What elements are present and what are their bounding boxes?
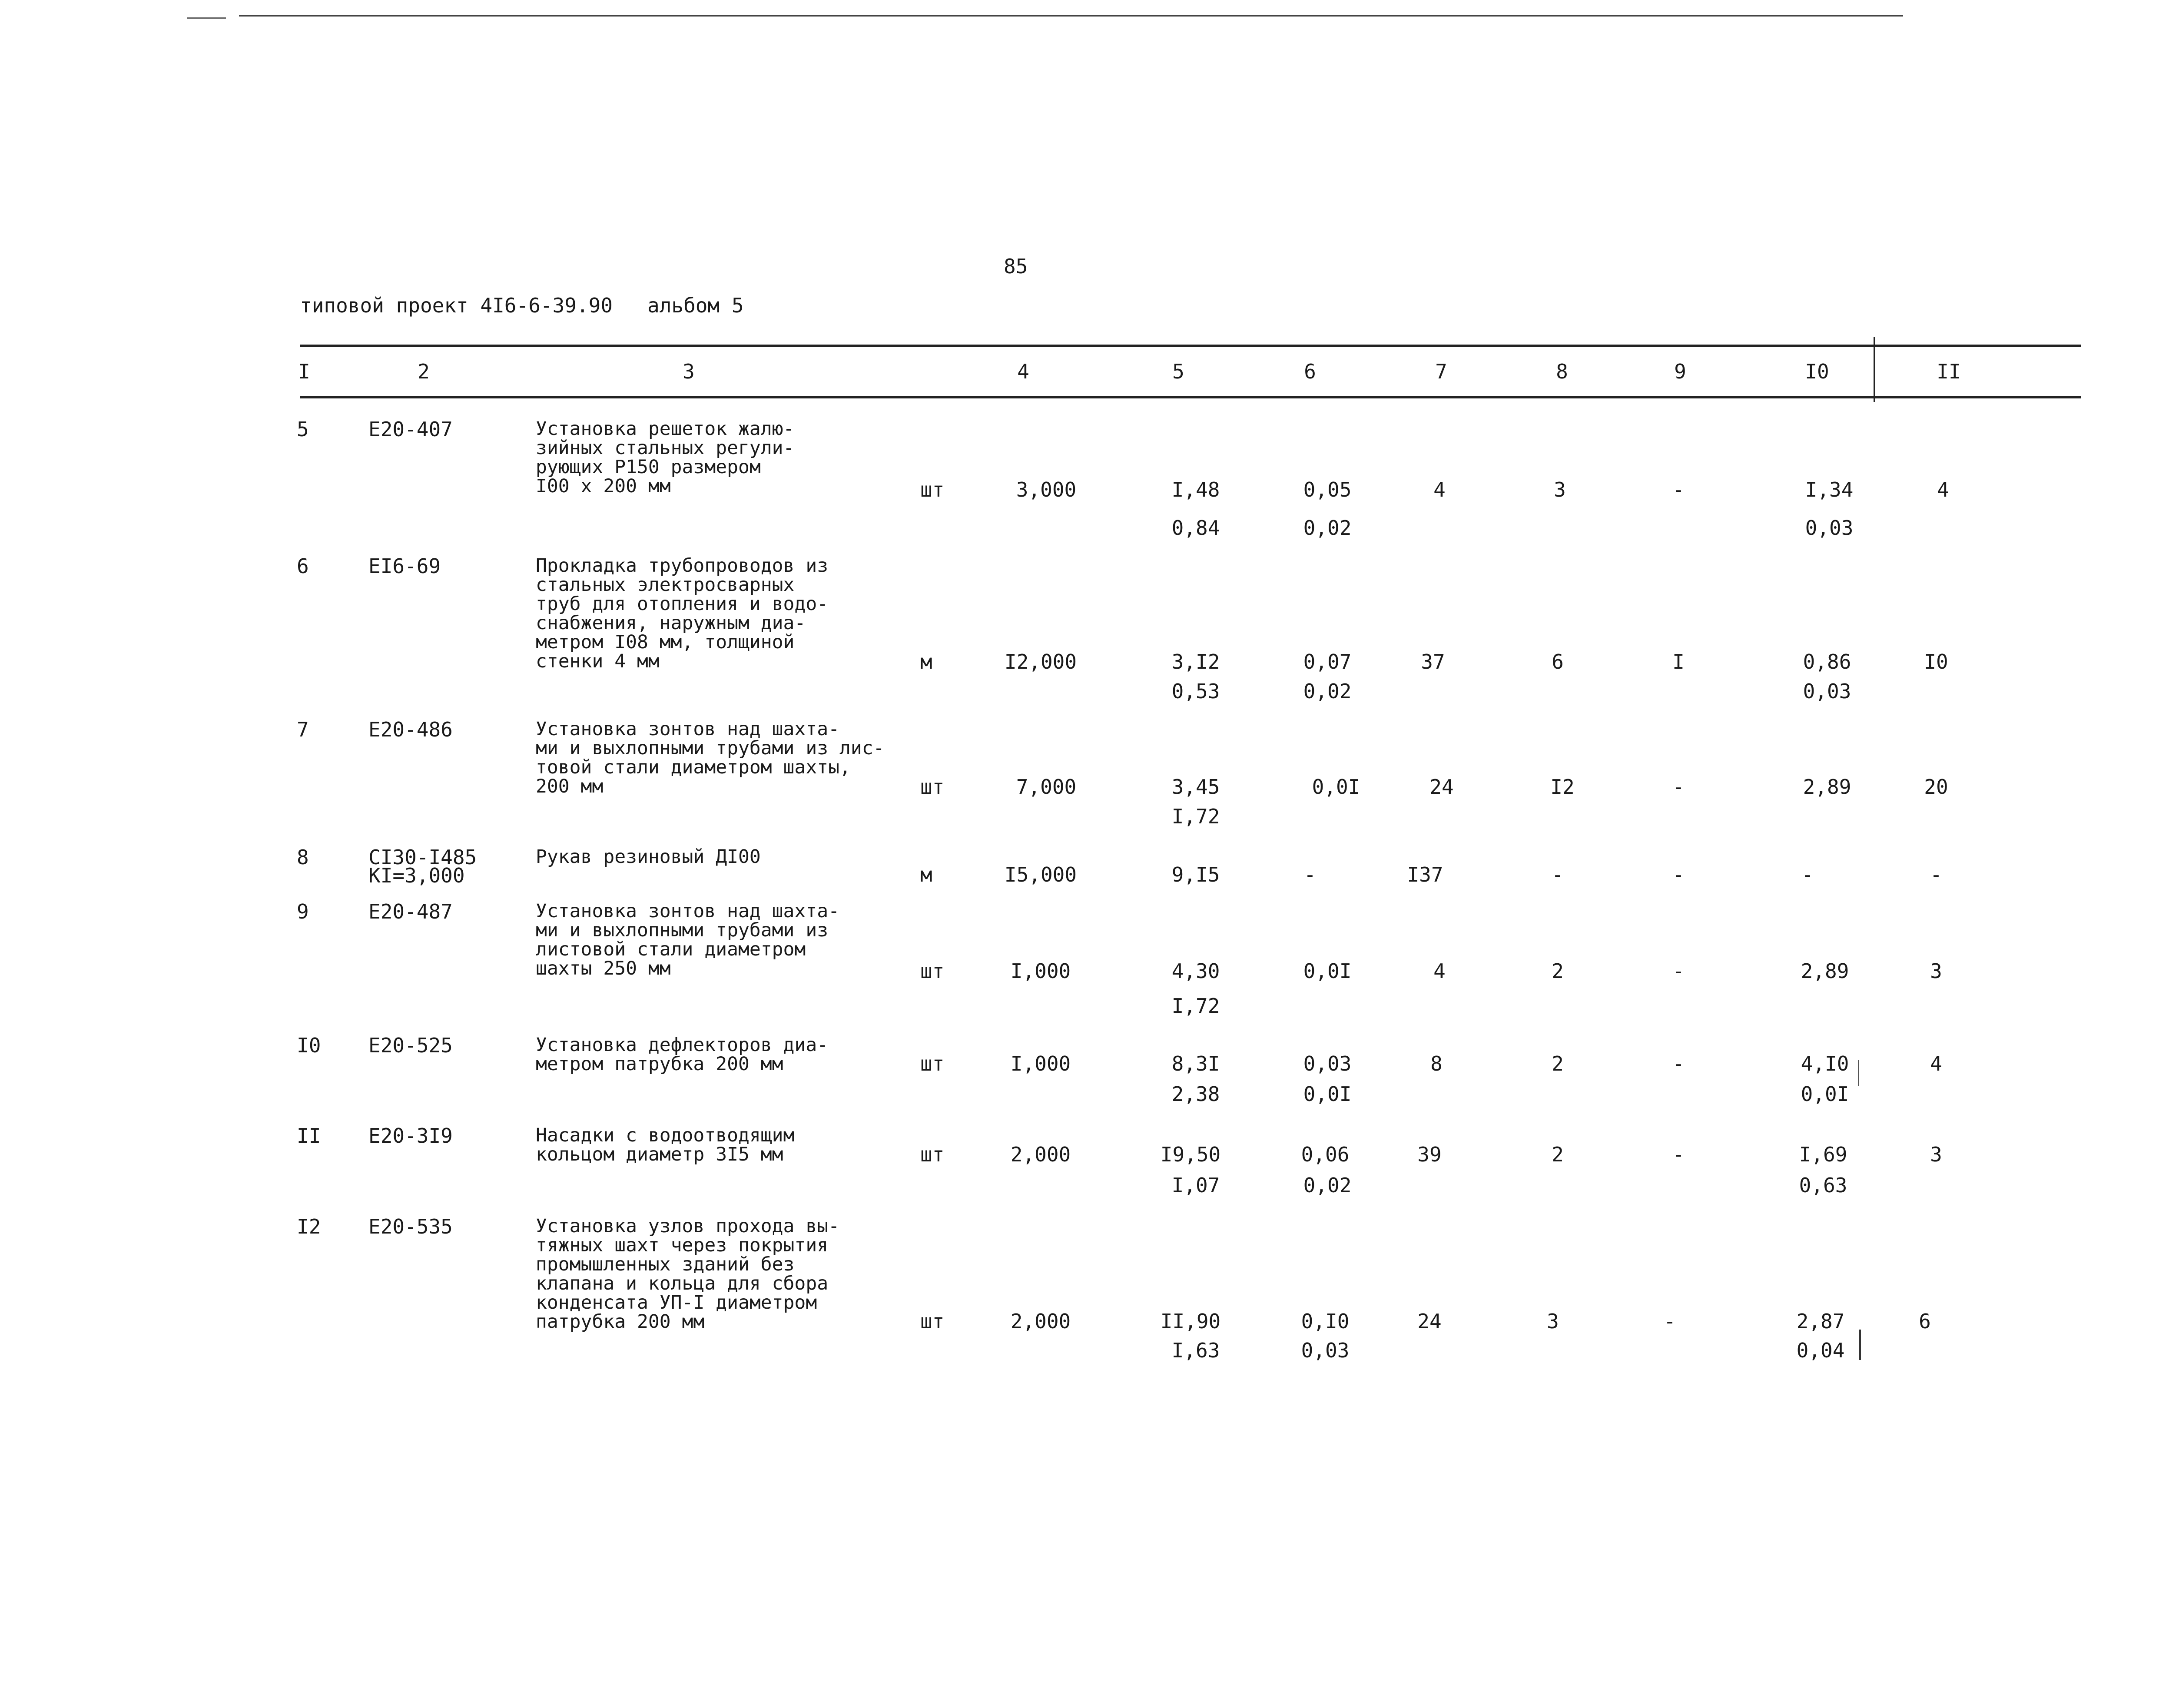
row-number: II — [297, 1124, 321, 1148]
row-description: Прокладка трубопроводов из стальных электросварных труб для отопления и водо- снабжения, наружным диа- метром I08 мм, толщиной стенки 4 мм — [536, 555, 829, 672]
row-col9: - — [1664, 1310, 1676, 1333]
column-header-11: II — [1937, 360, 1961, 383]
row-col7: 4 — [1433, 478, 1446, 501]
row-col10: 4,I0 — [1801, 1052, 1849, 1075]
row-col6: 0,05 — [1303, 478, 1352, 501]
row-description: Установка узлов прохода вы- тяжных шахт через покрытия промышленных зданий без клапана и кольца для сбора конденсата УП-I диаметром патрубка 200 мм — [536, 1215, 839, 1333]
row-col6: 0,0I — [1312, 775, 1360, 799]
row-unit: шт — [920, 959, 945, 983]
row-col9: - — [1672, 478, 1685, 501]
row-col11: 4 — [1937, 478, 1949, 501]
row-quantity: 7,000 — [1016, 775, 1077, 799]
row-col11: I0 — [1924, 650, 1948, 673]
row-col7: 39 — [1417, 1143, 1442, 1166]
row-number: 6 — [297, 554, 309, 578]
row-col5: 9,I5 — [1171, 863, 1220, 886]
row-col11: 6 — [1919, 1310, 1931, 1333]
row-unit: шт — [920, 478, 945, 501]
row-col9: - — [1672, 1052, 1685, 1075]
column-header-9: 9 — [1674, 360, 1686, 383]
row-col7: 4 — [1433, 959, 1446, 983]
row-col7: 24 — [1417, 1310, 1442, 1333]
row-col6: 0,06 — [1301, 1143, 1350, 1166]
scan-mark — [1858, 1060, 1859, 1086]
row-unit: шт — [920, 1052, 945, 1075]
row-code: Е20-535 — [368, 1215, 453, 1238]
row-col5: 3,I2 — [1171, 650, 1220, 673]
column-header-1: I — [298, 360, 310, 383]
row-col6-sub: 0,02 — [1303, 680, 1352, 703]
row-code: Е20-486 — [368, 718, 453, 741]
row-quantity: I,000 — [1010, 1052, 1071, 1075]
row-col9: I — [1672, 650, 1685, 673]
row-col5: 3,45 — [1171, 775, 1220, 799]
row-col7: I37 — [1407, 863, 1443, 886]
row-col7: 8 — [1430, 1052, 1443, 1075]
row-quantity: I,000 — [1010, 959, 1071, 983]
row-col5-sub: I,63 — [1171, 1339, 1220, 1362]
row-unit: шт — [920, 1143, 945, 1166]
row-col11: 4 — [1930, 1052, 1942, 1075]
row-col8: 6 — [1552, 650, 1564, 673]
row-col5: 8,3I — [1171, 1052, 1220, 1075]
row-col5-sub: 2,38 — [1171, 1082, 1220, 1106]
row-code: ЕI6-69 — [368, 554, 441, 578]
row-description: Установка зонтов над шахта- ми и выхлопными трубами из лис- товой стали диаметром шахты, 200 мм — [536, 718, 885, 797]
row-number: 5 — [297, 418, 309, 441]
row-col9: - — [1672, 775, 1685, 799]
row-code: Е20-407 — [368, 418, 453, 441]
row-col10-sub: 0,03 — [1805, 516, 1854, 540]
row-col6-sub: 0,0I — [1303, 1082, 1352, 1106]
row-quantity: 3,000 — [1016, 478, 1077, 501]
row-col11: 20 — [1924, 775, 1948, 799]
row-col6: - — [1304, 863, 1316, 886]
row-col6-sub: 0,02 — [1303, 516, 1352, 540]
table-header-bottom-rule — [300, 396, 2081, 398]
scan-mark — [1859, 1330, 1861, 1360]
row-col8: 2 — [1552, 959, 1564, 983]
row-col10: 0,86 — [1803, 650, 1851, 673]
row-col8: - — [1552, 863, 1564, 886]
row-col6: 0,I0 — [1301, 1310, 1350, 1333]
column-header-2: 2 — [418, 360, 430, 383]
row-col5-sub: I,72 — [1171, 805, 1220, 828]
row-number: 7 — [297, 718, 309, 741]
row-col8: 2 — [1552, 1143, 1564, 1166]
row-col10: 2,87 — [1796, 1310, 1845, 1333]
row-col6: 0,0I — [1303, 959, 1352, 983]
row-unit: шт — [920, 775, 945, 799]
row-col10: 2,89 — [1803, 775, 1851, 799]
row-col8: 3 — [1547, 1310, 1559, 1333]
row-number: 8 — [297, 846, 309, 869]
row-description: Насадки с водоотводящим кольцом диаметр 3I5 мм — [536, 1124, 795, 1165]
row-quantity: I5,000 — [1004, 863, 1077, 886]
row-description: Установка зонтов над шахта- ми и выхлопными трубами из листовой стали диаметром шахты 250 мм — [536, 900, 839, 979]
row-col5: II,90 — [1160, 1310, 1221, 1333]
row-col10-sub: 0,63 — [1799, 1174, 1847, 1197]
row-col9: - — [1672, 863, 1685, 886]
top-edge-line — [239, 15, 1903, 17]
album-label: альбом 5 — [647, 294, 744, 317]
row-number: I2 — [297, 1215, 321, 1238]
project-label: типовой проект 4I6-6-39.90 — [300, 294, 613, 317]
row-code: СI30-I485 — [368, 846, 477, 869]
column-header-3: 3 — [683, 360, 695, 383]
row-unit: шт — [920, 1310, 945, 1333]
row-col11: - — [1930, 863, 1942, 886]
row-code: Е20-487 — [368, 900, 453, 923]
column-header-4: 4 — [1017, 360, 1029, 383]
row-col7: 24 — [1429, 775, 1454, 799]
page-number: 85 — [1004, 255, 1028, 278]
row-col10: - — [1801, 863, 1814, 886]
column-header-10: I0 — [1805, 360, 1829, 383]
row-col6-sub: 0,03 — [1301, 1339, 1350, 1362]
row-col9: - — [1672, 1143, 1685, 1166]
column-header-5: 5 — [1172, 360, 1184, 383]
row-col10: I,34 — [1805, 478, 1854, 501]
row-col6: 0,03 — [1303, 1052, 1352, 1075]
row-number: I0 — [297, 1034, 321, 1057]
row-col10-sub: 0,04 — [1796, 1339, 1845, 1362]
table-header-top-rule — [300, 345, 2081, 347]
row-col5-sub: 0,84 — [1171, 516, 1220, 540]
row-col5: I,48 — [1171, 478, 1220, 501]
row-code: Е20-525 — [368, 1034, 453, 1057]
row-col7: 37 — [1421, 650, 1445, 673]
row-col10: 2,89 — [1801, 959, 1849, 983]
row-quantity: I2,000 — [1004, 650, 1077, 673]
row-col10: I,69 — [1799, 1143, 1847, 1166]
row-col5: 4,30 — [1171, 959, 1220, 983]
row-code-coefficient: КI=3,000 — [368, 864, 465, 887]
row-col5: I9,50 — [1160, 1143, 1221, 1166]
row-unit: м — [920, 863, 932, 886]
row-col8: 2 — [1552, 1052, 1564, 1075]
row-col6-sub: 0,02 — [1303, 1174, 1352, 1197]
row-col8: I2 — [1550, 775, 1575, 799]
row-col11: 3 — [1930, 1143, 1942, 1166]
row-col8: 3 — [1554, 478, 1566, 501]
row-col11: 3 — [1930, 959, 1942, 983]
row-description: Установка дефлекторов диа- метром патрубка 200 мм — [536, 1034, 829, 1075]
top-edge-line-short — [187, 17, 226, 19]
row-quantity: 2,000 — [1010, 1310, 1071, 1333]
row-col9: - — [1672, 959, 1685, 983]
row-col10-sub: 0,03 — [1803, 680, 1851, 703]
row-col5-sub: 0,53 — [1171, 680, 1220, 703]
row-col10-sub: 0,0I — [1801, 1082, 1849, 1106]
row-col5-sub: I,07 — [1171, 1174, 1220, 1197]
row-code: Е20-3I9 — [368, 1124, 453, 1148]
row-col5-sub: I,72 — [1171, 994, 1220, 1018]
column-header-6: 6 — [1304, 360, 1316, 383]
row-unit: м — [920, 650, 932, 673]
row-description: Установка решеток жалю- зийных стальных регули- рующих Р150 размером I00 х 200 мм — [536, 418, 795, 497]
row-quantity: 2,000 — [1010, 1143, 1071, 1166]
column-header-7: 7 — [1435, 360, 1447, 383]
column-header-8: 8 — [1556, 360, 1568, 383]
row-description: Рукав резиновый ДI00 — [536, 846, 761, 868]
row-col6: 0,07 — [1303, 650, 1352, 673]
row-number: 9 — [297, 900, 309, 923]
